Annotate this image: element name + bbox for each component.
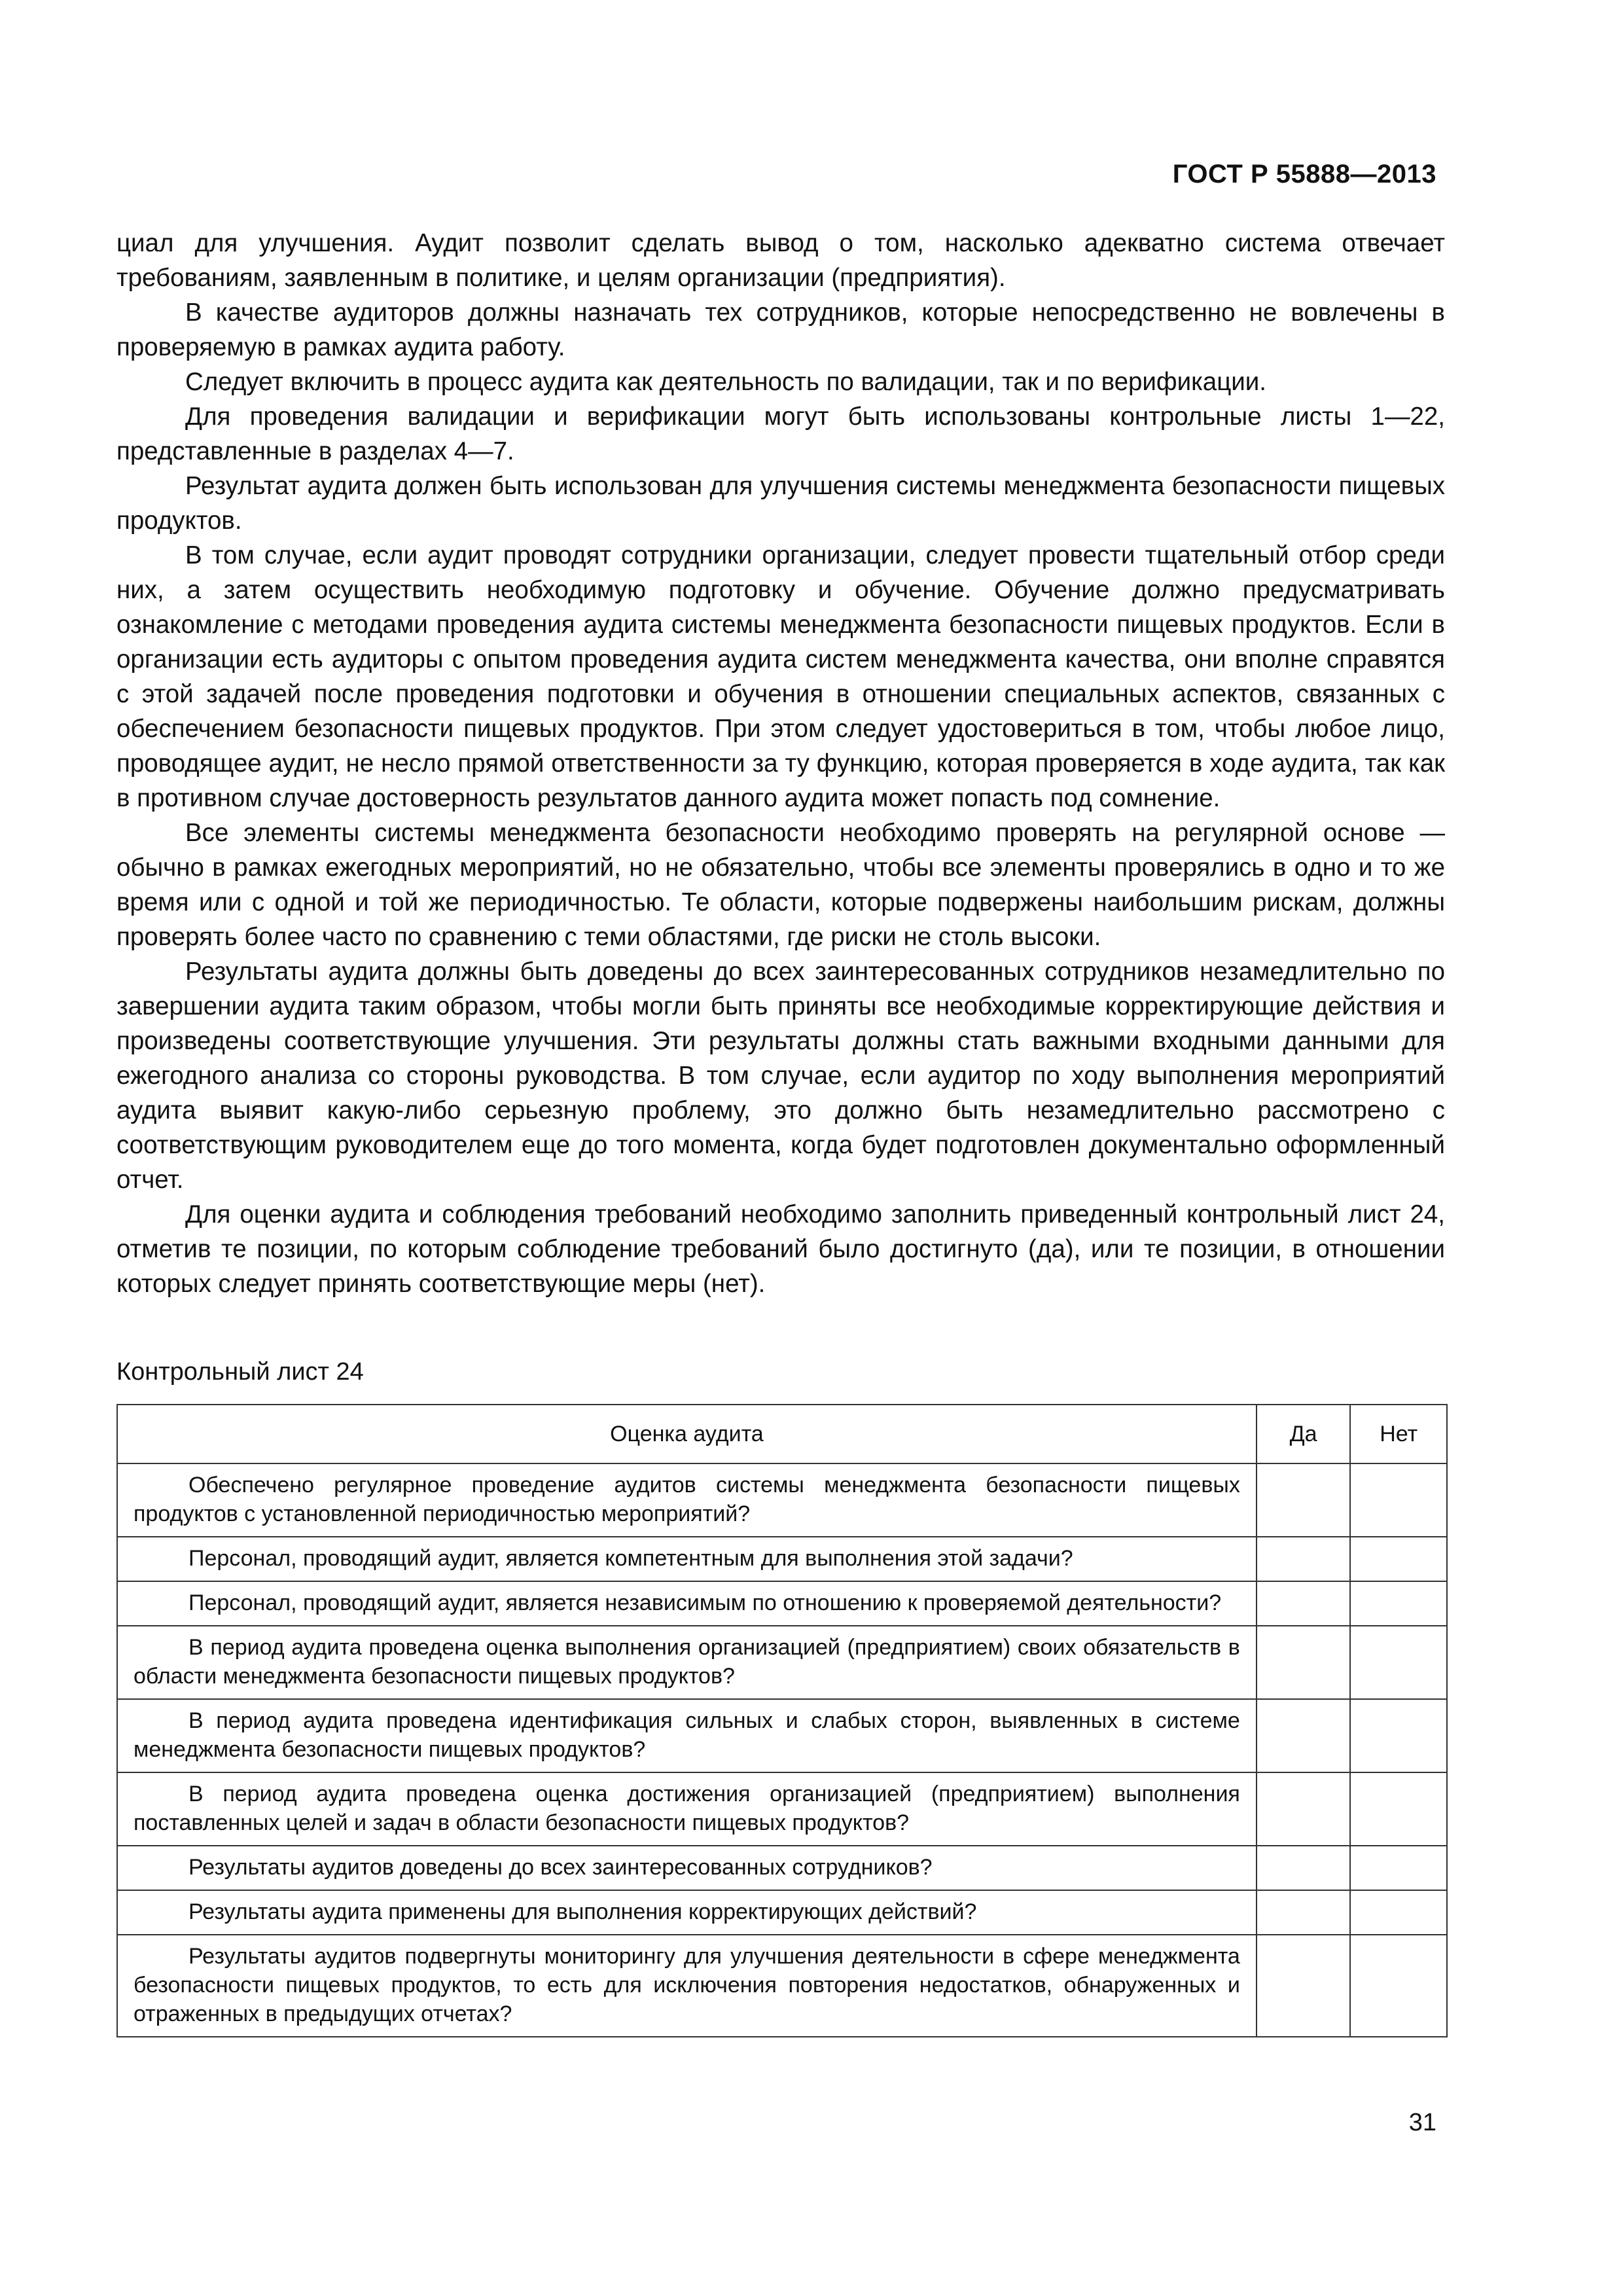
yes-cell[interactable] [1257, 1699, 1351, 1772]
table-row [117, 1537, 1447, 1581]
table-row [117, 1626, 1447, 1699]
question-cell [117, 1463, 1257, 1537]
table-row [117, 1463, 1447, 1537]
table-row [117, 1935, 1447, 2037]
question-text: Обеспечено регулярное проведение аудитов системы менеджмента безопасности пищевых продуктов с установленной периодичностью мероприятий? [134, 1473, 1240, 1526]
paragraph: В том случае, если аудит проводят сотрудники организации, следует провести тщательный отбор среди них, а затем осуществить необходимую подготовку и обучение. Обучение должно предусматривать ознакомление с методами проведения аудита системы менеджмента безопасности пищевых продуктов. Если в организации есть аудиторы с опытом проведения аудита систем менеджмента качества, они вполне справятся с этой задачей после проведения подготовки и обучения в отношении специальных аспектов, связанных с обеспечением безопасности пищевых продуктов. При этом следует удостовериться в том, чтобы любое лицо, проводящее аудит, не несло прямой ответственности за ту функцию, которая проверяется в ходе аудита, так как в противном случае достоверность результатов данного аудита может попасть под сомнение. [116, 541, 1445, 812]
question-text: Персонал, проводящий аудит, является компетентным для выполнения этой задачи? [188, 1546, 1073, 1571]
question-text: Результаты аудитов подвергнуты мониторингу для улучшения деятельности в сфере менеджмента безопасности пищевых продуктов, то есть для исключения повторения недостатков, обнаруженных и отраженных в предыдущих отчетах? [134, 1944, 1240, 2026]
yes-cell[interactable] [1257, 1463, 1351, 1537]
question-cell [117, 1935, 1257, 2037]
checklist-table [116, 1404, 1448, 2037]
question-cell [117, 1699, 1257, 1772]
body-text [116, 226, 1445, 1301]
paragraph: В качестве аудиторов должны назначать тех сотрудников, которые непосредственно не вовлечены в проверяемую в рамках аудита работу. [116, 298, 1445, 361]
page-number: 31 [1408, 2109, 1436, 2136]
question-text: В период аудита проведена оценка достижения организацией (предприятием) выполнения поставленных целей и задач в области безопасности пищевых продуктов? [134, 1782, 1240, 1835]
question-cell [117, 1626, 1257, 1699]
paragraph: циал для улучшения. Аудит позволит сделать вывод о том, насколько адекватно система отвечает требованиям, заявленным в политике, и целям организации (предприятия). [116, 229, 1445, 292]
yes-cell[interactable] [1257, 1772, 1351, 1846]
standard-code: ГОСТ Р 55888—2013 [1172, 160, 1436, 188]
table-row [117, 1699, 1447, 1772]
no-cell[interactable] [1350, 1581, 1447, 1626]
no-cell[interactable] [1350, 1626, 1447, 1699]
table-row [117, 1581, 1447, 1626]
no-cell[interactable] [1350, 1699, 1447, 1772]
paragraph: Следует включить в процесс аудита как деятельность по валидации, так и по верификации. [185, 368, 1266, 396]
paragraph: Результаты аудита должны быть доведены до всех заинтересованных сотрудников незамедлительно по завершении аудита таким образом, чтобы могли быть приняты все необходимые корректирующие действия и произведены соответствующие улучшения. Эти результаты должны стать важными входными данными для ежегодного анализа со стороны руководства. В том случае, если аудитор по ходу выполнения мероприятий аудита выявит какую-либо серьезную проблему, это должно быть незамедлительно рассмотрено с соответствующим руководителем еще до того момента, когда будет подготовлен документально оформленный отчет. [116, 958, 1445, 1194]
no-cell[interactable] [1350, 1463, 1447, 1537]
question-text: В период аудита проведена идентификация сильных и слабых сторон, выявленных в системе менеджмента безопасности пищевых продуктов? [134, 1708, 1240, 1762]
table-row [117, 1890, 1447, 1935]
question-cell [117, 1846, 1257, 1890]
checklist-header-row [117, 1405, 1447, 1463]
yes-cell[interactable] [1257, 1537, 1351, 1581]
question-text: В период аудита проведена оценка выполнения организацией (предприятием) своих обязательств в области менеджмента безопасности пищевых продуктов? [134, 1635, 1240, 1689]
question-text: Результаты аудитов доведены до всех заинтересованных сотрудников? [188, 1855, 933, 1880]
question-cell [117, 1772, 1257, 1846]
no-cell[interactable] [1350, 1772, 1447, 1846]
paragraph: Результат аудита должен быть использован для улучшения системы менеджмента безопасности пищевых продуктов. [116, 472, 1445, 535]
no-cell[interactable] [1350, 1890, 1447, 1935]
paragraph: Для проведения валидации и верификации могут быть использованы контрольные листы 1—22, представленные в разделах 4—7. [116, 403, 1445, 465]
column-header-yes: Да [1257, 1405, 1351, 1463]
question-cell [117, 1581, 1257, 1626]
yes-cell[interactable] [1257, 1846, 1351, 1890]
no-cell[interactable] [1350, 1935, 1447, 2037]
yes-cell[interactable] [1257, 1935, 1351, 2037]
yes-cell[interactable] [1257, 1626, 1351, 1699]
paragraph: Для оценки аудита и соблюдения требований необходимо заполнить приведенный контрольный лист 24, отметив те позиции, по которым соблюдение требований было достигнуто (да), или те позиции, в отношении которых следует принять соответствующие меры (нет). [116, 1200, 1445, 1298]
no-cell[interactable] [1350, 1846, 1447, 1890]
yes-cell[interactable] [1257, 1581, 1351, 1626]
question-text: Результаты аудита применены для выполнения корректирующих действий? [188, 1899, 977, 1924]
table-row [117, 1846, 1447, 1890]
no-cell[interactable] [1350, 1537, 1447, 1581]
checklist-title: Контрольный лист 24 [116, 1358, 364, 1386]
paragraph: Все элементы системы менеджмента безопасности необходимо проверять на регулярной основе — обычно в рамках ежегодных мероприятий, но не обязательно, чтобы все элементы проверялись в одно и то же время или с одной и той же периодичностью. Те области, которые подвержены наибольшим рискам, должны проверять более часто по сравнению с теми областями, где риски не столь высоки. [116, 819, 1445, 951]
question-cell [117, 1537, 1257, 1581]
column-header-assessment: Оценка аудита [117, 1405, 1257, 1463]
question-text: Персонал, проводящий аудит, является независимым по отношению к проверяемой деятельности? [188, 1590, 1222, 1615]
column-header-no: Нет [1350, 1405, 1447, 1463]
question-cell [117, 1890, 1257, 1935]
table-row [117, 1772, 1447, 1846]
yes-cell[interactable] [1257, 1890, 1351, 1935]
